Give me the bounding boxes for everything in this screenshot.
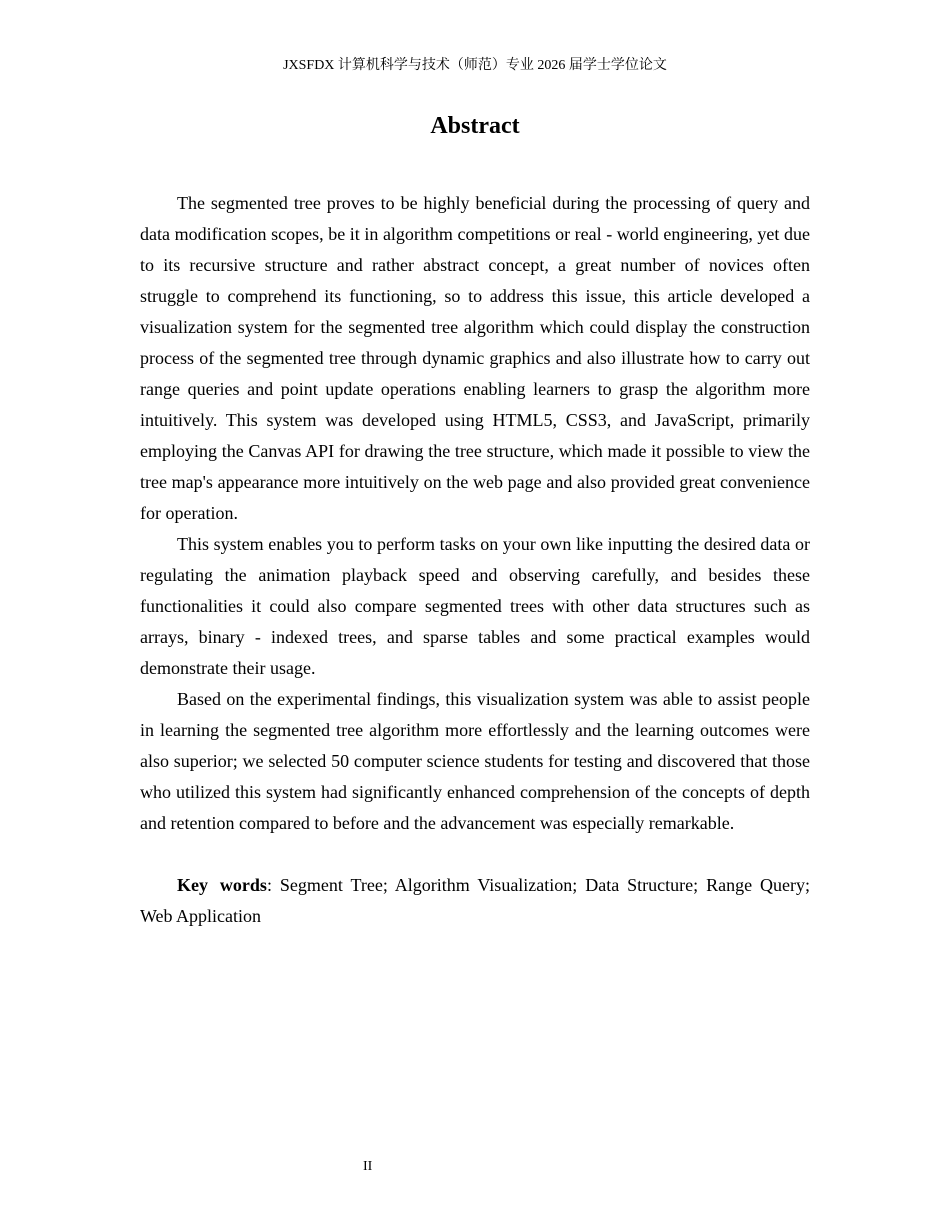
running-header: JXSFDX 计算机科学与技术（师范）专业 2026 届学士学位论文 [283,58,667,73]
abstract-title: Abstract [430,113,520,139]
keywords-line [140,870,810,932]
abstract-paragraph-2: This system enables you to perform tasks on your own like inputting the desired data or regulating the animation playback speed and observing carefully, and besides these functionalities it could also compare segmented trees with other data structures such as arrays, binary - indexed trees, and sparse tables and some practical examples would demonstrate their usage. [140,534,810,678]
abstract-paragraph-3: Based on the experimental findings, this visualization system was able to assist people in learning the segmented tree algorithm more effortlessly and the learning outcomes were also superior; we selected 50 computer science students for testing and discovered that those who utilized this system had significantly enhanced comprehension of the concepts of depth and retention compared to before and the advancement was especially remarkable. [140,689,810,833]
keywords-list: : Segment Tree; Algorithm Visualization; Data Structure; Range Query; Web Application [140,875,810,926]
keywords-label: Key words [177,875,267,895]
abstract-body [140,188,810,932]
page-number: II [363,1159,373,1174]
abstract-paragraph-1: The segmented tree proves to be highly beneficial during the processing of query and data modification scopes, be it in algorithm competitions or real - world engineering, yet due to its recursive structure and rather abstract concept, a great number of novices often struggle to comprehend its functioning, so to address this issue, this article developed a visualization system for the segmented tree algorithm which could display the construction process of the segmented tree through dynamic graphics and also illustrate how to carry out range queries and point update operations enabling learners to grasp the algorithm more intuitively. This system was developed using HTML5, CSS3, and JavaScript, primarily employing the Canvas API for drawing the tree structure, which made it possible to view the tree map's appearance more intuitively on the web page and also provided great convenience for operation. [140,193,810,523]
